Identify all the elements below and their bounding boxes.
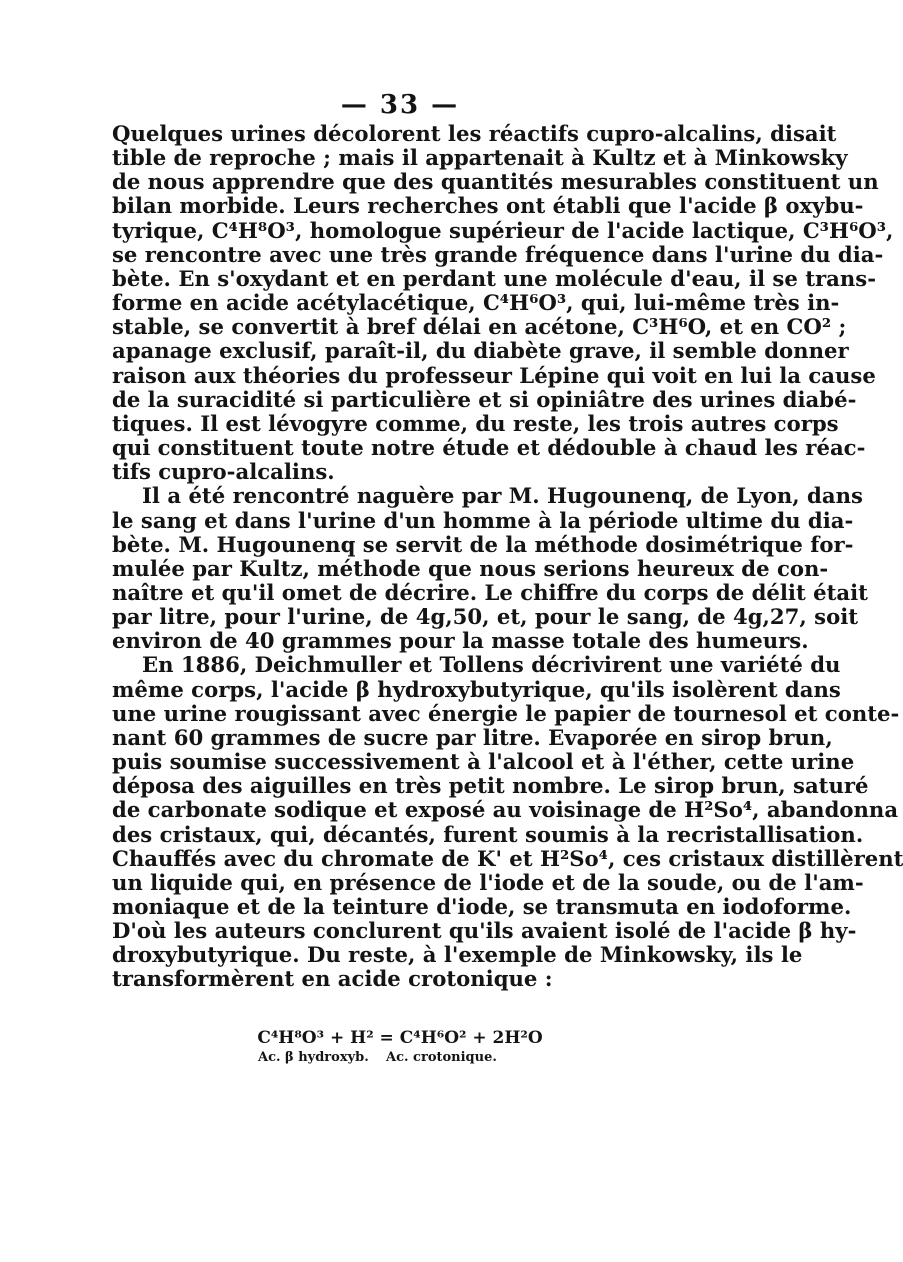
- text-line: des cristaux, qui, décantés, furent soumis à la recristallisation.: [112, 821, 864, 847]
- text-line: naître et qu'il omet de décrire. Le chiffre du corps de délit était: [112, 579, 868, 605]
- equation-label-reactant: Ac. β hydroxyb.: [258, 1050, 369, 1065]
- text-line: se rencontre avec une très grande fréquence dans l'urine du dia-: [112, 241, 884, 267]
- text-line: mulée par Kultz, méthode que nous serions heureux de con-: [112, 555, 829, 581]
- text-line: de nous apprendre que des quantités mesurables constituent un: [112, 169, 879, 195]
- page-number: — 33 —: [340, 90, 460, 120]
- text-line: En 1886, Deichmuller et Tollens décrivirent une variété du: [142, 652, 841, 678]
- text-line: raison aux théories du professeur Lépine qui voit en lui la cause: [112, 362, 876, 388]
- text-line: bilan morbide. Leurs recherches ont établi que l'acide β oxybu-: [112, 193, 864, 219]
- text-line: moniaque et de la teinture d'iode, se transmuta en iodoforme.: [112, 894, 852, 919]
- equation-label-product: Ac. crotonique.: [386, 1050, 497, 1065]
- text-line: apanage exclusif, paraît-il, du diabète grave, il semble donner: [112, 338, 849, 364]
- text-line: tible de reproche ; mais il appartenait à Kultz et à Minkowsky: [112, 145, 848, 171]
- text-line: le sang et dans l'urine d'un homme à la période ultime du dia-: [112, 507, 854, 533]
- text-line: bète. En s'oxydant et en perdant une molécule d'eau, il se trans-: [112, 265, 877, 291]
- text-line: tyrique, C⁴H⁸O³, homologue supérieur de l'acide lactique, C³H⁶O³,: [112, 217, 894, 243]
- text-line: droxybutyrique. Du reste, à l'exemple de Minkowsky, ils le: [112, 942, 803, 968]
- text-line: tifs cupro-alcalins.: [112, 459, 335, 485]
- text-line: de la suracidité si particulière et si opiniâtre des urines diabé-: [112, 386, 857, 412]
- text-line: forme en acide acétylacétique, C⁴H⁶O³, qui, lui-même très in-: [112, 290, 840, 316]
- text-line: qui constituent toute notre étude et dédouble à chaud les réac-: [112, 435, 866, 461]
- text-line: une urine rougissant avec énergie le papier de tournesol et conte-: [112, 700, 900, 726]
- text-line: nant 60 grammes de sucre par litre. Evaporée en sirop brun,: [112, 724, 833, 750]
- text-line: de carbonate sodique et exposé au voisinage de H²So⁴, abandonna: [112, 797, 899, 823]
- chemical-equation: C⁴H⁸O³ + H² = C⁴H⁶O² + 2H²O: [257, 1028, 543, 1048]
- body-text: [112, 121, 903, 992]
- text-line: Chauffés avec du chromate de K' et H²So⁴, ces cristaux distillèrent: [112, 845, 903, 871]
- text-line: stable, se convertit à bref délai en acétone, C³H⁶O, et en CO² ;: [112, 314, 847, 340]
- text-line: Quelques urines décolorent les réactifs cupro-alcalins, disait: [112, 121, 837, 146]
- text-line: Il a été rencontré naguère par M. Hugounenq, de Lyon, dans: [142, 483, 863, 509]
- text-line: même corps, l'acide β hydroxybutyrique, qu'ils isolèrent dans: [112, 676, 841, 702]
- text-line: puis soumise successivement à l'alcool et à l'éther, cette urine: [112, 749, 855, 775]
- text-line: environ de 40 grammes pour la masse totale des humeurs.: [112, 628, 809, 654]
- text-line: transformèrent en acide crotonique :: [112, 966, 553, 992]
- text-line: déposa des aiguilles en très petit nombre. Le sirop brun, saturé: [112, 773, 869, 799]
- text-line: par litre, pour l'urine, de 4g,50, et, pour le sang, de 4g,27, soit: [112, 604, 859, 630]
- text-line: D'où les auteurs conclurent qu'ils avaient isolé de l'acide β hy-: [112, 918, 857, 944]
- text-line: bète. M. Hugounenq se servit de la méthode dosimétrique for-: [112, 531, 854, 557]
- text-line: tiques. Il est lévogyre comme, du reste, les trois autres corps: [112, 410, 839, 436]
- text-line: un liquide qui, en présence de l'iode et de la soude, ou de l'am-: [112, 869, 864, 895]
